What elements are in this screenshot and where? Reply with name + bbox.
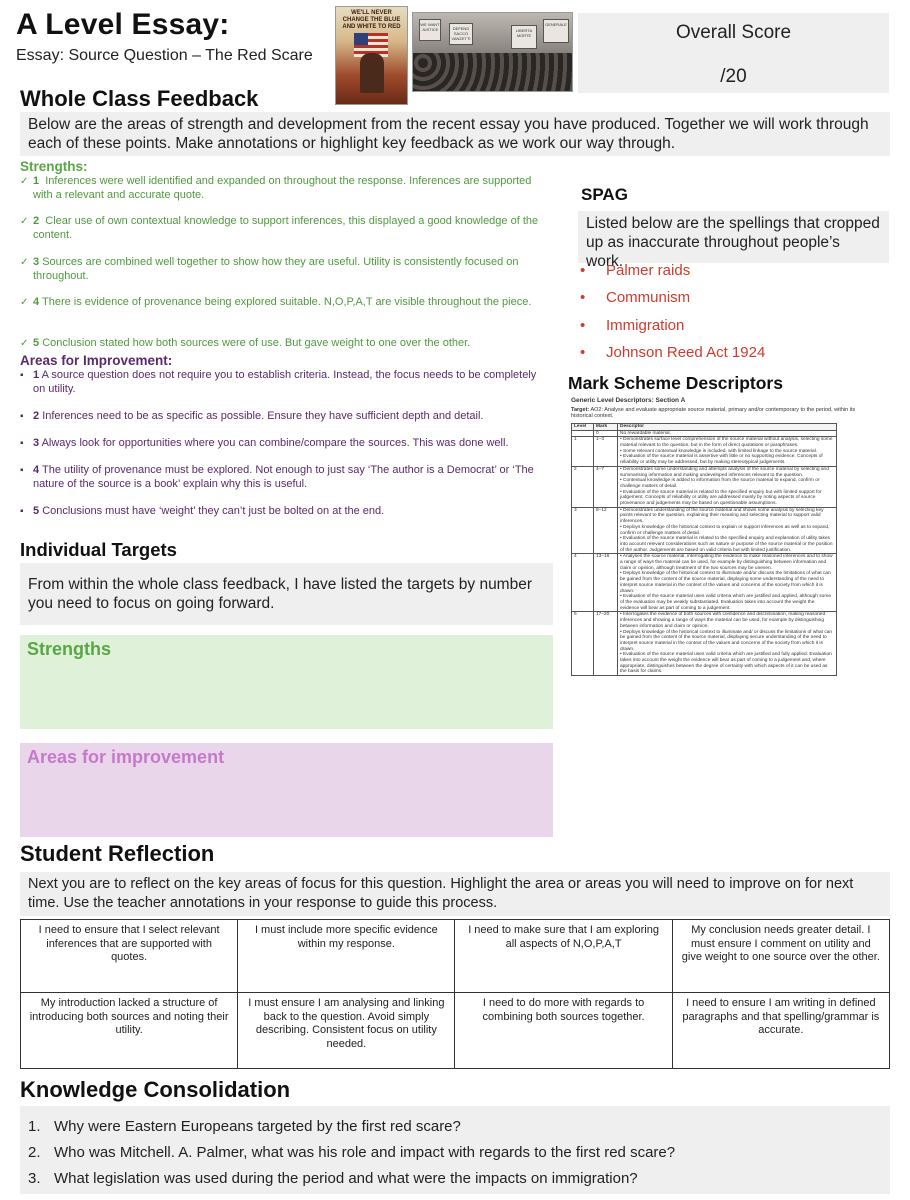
- propaganda-poster-image: [335, 6, 408, 105]
- knowledge-question: 1. Why were Eastern Europeans targeted by the first red scare?: [28, 1118, 461, 1135]
- mark-scheme-heading: Mark Scheme Descriptors: [568, 373, 783, 393]
- improvement-target-box[interactable]: [20, 743, 553, 837]
- reflection-cell[interactable]: I need to ensure that I select relevant inferences that are supported with quotes.: [21, 920, 238, 993]
- protest-sign: WE WANT JUSTICE: [419, 19, 441, 41]
- spag-word: • Palmer raids: [580, 262, 691, 279]
- table-row: 1 1–3 • Demonstrates surface level comprehension of the source material without analysis, selecting some material relevant to the question, but in the form of direct quotations or paraphrases. • Some relevant contextual knowledge is included, with limited linkage to the source material. • Evaluation of the source material is assertive with little or no supporting evidence. Concepts of reliability or utility may be addressed, but by making stereotypical judgements.: [572, 437, 837, 467]
- protest-sign: DEFEND SACCO VANZETTI: [449, 23, 473, 45]
- mark-scheme-target: Target: AO2: Analyse and evaluate appropriate source material, primary and/or contemporary to the period, within its historical context.: [571, 406, 856, 420]
- individual-targets-intro: From within the whole class feedback, I have listed the targets by number you need to focus on going forward.: [20, 563, 553, 625]
- reflection-cell[interactable]: My conclusion needs greater detail. I must ensure I comment on utility and give weight to one source over the other.: [672, 920, 889, 993]
- bullet-icon: •: [580, 289, 586, 307]
- improvement-item: ▪ 4 The utility of provenance must be explored. Not enough to just say ‘The author is a Democrat’ or ‘The nature of the source is a book’ explain why this is useful.: [20, 464, 534, 490]
- mark-scheme-table: [571, 423, 837, 676]
- improvement-target-label: Areas for improvement: [27, 747, 225, 767]
- reflection-cell[interactable]: I must include more specific evidence within my response.: [238, 920, 455, 993]
- col-header: Descriptor: [618, 423, 837, 430]
- overall-score-box: [578, 13, 889, 93]
- poster-caption: WE'LL NEVER CHANGE THE BLUE AND WHITE TO RED: [342, 10, 401, 30]
- spag-intro: Listed below are the spellings that cropped up as inaccurate throughout people’s work.: [578, 211, 889, 263]
- improvement-item: ▪ 5 Conclusions must have ‘weight’ they can’t just be bolted on at the end.: [20, 505, 385, 517]
- score-title: Overall Score: [675, 22, 792, 43]
- strength-item: ✓ 3 Sources are combined well together to show how they are useful. Utility is consistently focused on throughout.: [20, 256, 519, 282]
- knowledge-questions-box: [20, 1106, 890, 1194]
- spag-word: • Johnson Reed Act 1924: [580, 343, 766, 361]
- strength-item: ✓ 2 Clear use of own contextual knowledge to support inferences, this displayed a good knowledge of the content.: [20, 215, 539, 241]
- strengths-target-label: Strengths: [27, 639, 112, 659]
- square-bullet-icon: ▪: [20, 465, 24, 476]
- reflection-cell[interactable]: I need to make sure that I am exploring all aspects of N,O,P,A,T: [455, 920, 672, 993]
- whole-class-feedback-heading: Whole Class Feedback: [20, 86, 259, 111]
- knowledge-consolidation-heading: Knowledge Consolidation: [20, 1077, 291, 1102]
- spag-word: • Immigration: [580, 316, 685, 334]
- strength-item: ✓ 4 There is evidence of provenance being explored suitable. N,O,P,A,T are visible throughout the piece.: [20, 296, 532, 308]
- square-bullet-icon: ▪: [20, 506, 24, 517]
- reflection-cell[interactable]: I must ensure I am analysing and linking back to the question. Avoid simply describing. Consistent focus on utility needed.: [238, 993, 455, 1069]
- student-reflection-heading: Student Reflection: [20, 841, 215, 866]
- reflection-intro: Next you are to reflect on the key areas of focus for this question. Highlight the area or areas you will need to improve on for next time. Use the teacher annotations in your response to guide this process.: [20, 872, 890, 916]
- bullet-icon: •: [580, 343, 586, 361]
- reflection-grid: [20, 919, 890, 1069]
- improvement-item: ▪ 2 Inferences need to be as specific as possible. Ensure they have sufficient depth and detail.: [20, 410, 484, 422]
- knowledge-question: 2. Who was Mitchell. A. Palmer, what was his role and impact with regards to the first red scare?: [28, 1144, 676, 1161]
- page-title: A Level Essay:: [16, 8, 230, 41]
- protest-photo-image: [412, 12, 573, 92]
- protest-sign: LIBERTA MORTE: [511, 25, 537, 49]
- strengths-heading: Strengths:: [20, 159, 88, 174]
- check-icon: ✓: [20, 216, 29, 227]
- table-row: 2 4–7 • Demonstrates some understanding and attempts analysis of the source material by selecting and summarising information and making undeveloped inferences relevant to the question. • Contextual knowledge is added to information from the source material to expand, confirm or challenge matters of detail. • Evaluation of the source material is related to the specified enquiry but with limited support for judgement. Concepts of reliability or utility are addressed mainly by noting aspects of source provenance and judgements may be based on questionable assumptions.: [572, 466, 837, 507]
- spag-word: • Communism: [580, 289, 691, 307]
- spag-word-list: [580, 262, 765, 371]
- score-value[interactable]: /20: [720, 66, 747, 87]
- mark-scheme-doc-title: Generic Level Descriptors: Section A: [571, 397, 686, 404]
- check-icon: ✓: [20, 176, 29, 187]
- reflection-cell[interactable]: I need to ensure I am writing in defined paragraphs and that spelling/grammar is accurate.: [672, 993, 889, 1069]
- improvements-heading: Areas for Improvement:: [20, 353, 173, 368]
- strength-item: ✓ 1 Inferences were well identified and expanded on throughout the response. Inferences are supported with a relevant and accurate quote.: [20, 175, 532, 201]
- square-bullet-icon: ▪: [20, 370, 24, 381]
- reflection-cell[interactable]: My introduction lacked a structure of introducing both sources and noting their utility.: [21, 993, 238, 1069]
- strengths-target-box[interactable]: [20, 635, 553, 729]
- table-row: 5 17–20 • Interrogates the evidence of both sources with confidence and discrimination, making reasoned inferences and showing a range of ways the material can be used, for example by distinguishing between information and claim or opinion. • Deploys knowledge of the historical context to illuminate and/ or discuss the limitations of what can be gained from the content of the source material, displaying secure understanding of the need to interpret source material in the context of the values and concerns of the society from which it is drawn. • Evaluation of the source material uses valid criteria which are justified and fully applied. Evaluation takes into account the weight the evidence will bear as part of coming to a judgement and, where appropriate, distinguishes between the degree of certainty with which aspects of it can be used as the basis for claims.: [572, 612, 837, 676]
- figure-graphic: [360, 53, 384, 93]
- spag-heading: SPAG: [581, 185, 628, 204]
- check-icon: ✓: [20, 297, 29, 308]
- page-subtitle: Essay: Source Question – The Red Scare: [16, 47, 313, 64]
- bullet-icon: •: [580, 262, 586, 279]
- col-header: Mark: [594, 423, 618, 430]
- strength-item: ✓ 5 Conclusion stated how both sources were of use. But gave weight to one over the other.: [20, 337, 471, 349]
- protest-sign: GENERALE: [543, 19, 569, 43]
- square-bullet-icon: ▪: [20, 411, 24, 422]
- col-header: Level: [572, 423, 594, 430]
- improvement-item: ▪ 3 Always look for opportunities where you can combine/compare the sources. This was done well.: [20, 437, 509, 449]
- bullet-icon: •: [580, 316, 586, 334]
- whole-class-intro: Below are the areas of strength and development from the recent essay you have produced. Together we will work through each of these points. Make annotations or highlight key feedback as we work our way through.: [20, 112, 890, 156]
- check-icon: ✓: [20, 257, 29, 268]
- table-row: 0 No rewardable material.: [572, 430, 837, 437]
- table-row: 3 8–12 • Demonstrates understanding of the source material and shows some analysis by selecting key points relevant to the question, explaining their meaning and selecting material to support valid inferences. • Deploys knowledge of the historical context to explain or support inferences as well as to expand, confirm or challenge matters of detail. • Evaluation of the source material is related to the specified enquiry and explanation of utility takes into account relevant considerations such as nature or purpose of the source material or the position of the author. Judgements are based on valid criteria but with limited justification.: [572, 507, 837, 554]
- knowledge-question: 3. What legislation was used during the period and what were the impacts on immigration?: [28, 1170, 638, 1187]
- mark-scheme-document: [570, 398, 864, 858]
- individual-targets-heading: Individual Targets: [20, 539, 177, 560]
- check-icon: ✓: [20, 338, 29, 349]
- table-row: 4 13–16 • Analyses the source material, interrogating the evidence to make reasoned inferences and to show a range of ways the material can be used, for example by distinguishing between information and claim or opinion, although treatment of the two sources may be uneven. • Deploys knowledge of the historical context to illuminate and/or discuss the limitations of what can be gained from the content of the source material, displaying some understanding of the need to interpret source material in the context of the values and concerns of the society from which it is drawn. • Evaluation of the source material uses valid criteria which are justified and applied, although some of the evaluation may be weakly substantiated. Evaluation takes into account the weight the evidence will bear as part of coming to a judgement.: [572, 554, 837, 612]
- square-bullet-icon: ▪: [20, 438, 24, 449]
- crowd-graphic: [413, 53, 572, 91]
- reflection-cell[interactable]: I need to do more with regards to combining both sources together.: [455, 993, 672, 1069]
- improvement-item: ▪ 1 A source question does not require you to establish criteria. Instead, the focus needs to be completely on utility.: [20, 369, 537, 395]
